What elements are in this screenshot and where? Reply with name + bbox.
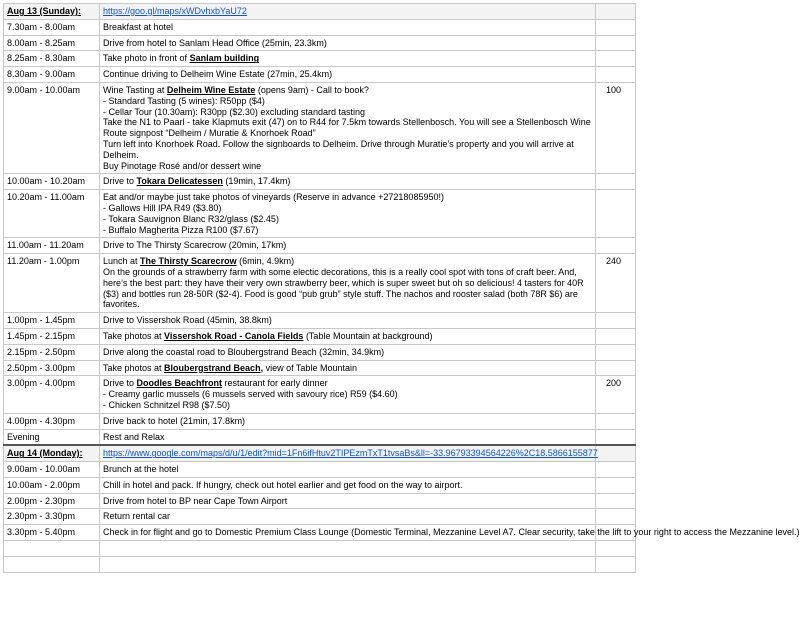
itinerary-row — [4, 429, 636, 445]
detail-line: - Gallows Hill IPA R49 ($3.80) — [103, 202, 222, 213]
amount-cell: 200 — [596, 376, 636, 413]
activity-text: Check in for flight and go to Domestic Premium Class Lounge (Domestic Terminal, Mezzanine Level A7. Clear security, take the lift to your right to access the Mezzanine level.) — [103, 527, 799, 538]
activity-text: Drive along the coastal road to Bloubergstrand Beach (32min, 34.9km) — [103, 346, 385, 357]
time-cell: 10.00am - 2.00pm — [4, 477, 100, 493]
activity-cell — [100, 19, 596, 35]
place-name: Delheim Wine Estate — [166, 84, 256, 95]
time-cell: 2.00pm - 2.30pm — [4, 493, 100, 509]
activity-text: Continue driving to Delheim Wine Estate (27min, 25.4km) — [103, 69, 333, 80]
day-label — [4, 4, 100, 20]
activity-cell — [100, 360, 596, 376]
place-name: Vissershok Road - Canola Fields — [164, 330, 304, 341]
amount-cell — [596, 360, 636, 376]
time-cell: 2.50pm - 3.00pm — [4, 360, 100, 376]
empty-cell — [596, 445, 636, 461]
empty-cell — [596, 4, 636, 20]
itinerary-row — [4, 328, 636, 344]
amount-cell — [596, 413, 636, 429]
activity-text: Chill in hotel and pack. If hungry, check out hotel earlier and get food on the way to airport. — [103, 479, 463, 490]
amount-cell — [596, 462, 636, 478]
activity-cell — [100, 376, 596, 413]
amount-cell — [596, 313, 636, 329]
activity-text: Drive to The Thirsty Scarecrow (20min, 17km) — [103, 240, 287, 251]
amount-cell — [596, 19, 636, 35]
time-cell: 8.30am - 9.00am — [4, 67, 100, 83]
map-link[interactable]: https://goo.gl/maps/xWDvhxbYaU72 — [103, 6, 247, 16]
day-label — [4, 445, 100, 461]
map-link-cell — [100, 445, 596, 461]
detail-line: - Chicken Schnitzel R98 ($7.50) — [103, 399, 231, 410]
activity-text: Drive back to hotel (21min, 17.8km) — [103, 415, 246, 426]
activity-text-suffix: (6min, 4.9km) — [236, 256, 295, 267]
map-link[interactable]: https://www.google.com/maps/d/u/1/edit?mid=1Fn6ifHtuv2TIPEzmTxT1tvsaBs&ll=-33.96793394564226%2C18.5866155877 — [103, 448, 598, 459]
activity-cell — [100, 413, 596, 429]
itinerary-row — [4, 313, 636, 329]
time-cell: 2.15pm - 2.50pm — [4, 344, 100, 360]
activity-text: Brunch at the hotel — [103, 464, 179, 475]
detail-line: Turn left into Knorhoek Road. Follow the signboards to Delheim. Drive through Muratie’s property and you will arrive at Delheim. — [103, 138, 574, 160]
detail-line: On the grounds of a strawberry farm with some electic decorations, this is a really cool spot with tons of craft beer. And, here’s the best part: they have their very own strawberry beer, which is super sweet but oh so delicious! 4 tasters for 40R ($3) and bottles run 28-50R ($2-4). Food is good “pub grub” style stuff. The nachos and rooster salad (both 78R $6) are favorites. — [103, 266, 584, 310]
time-cell: 3.30pm - 5.40pm — [4, 525, 100, 541]
amount-cell — [596, 429, 636, 445]
day-header-row — [4, 445, 636, 461]
amount-cell — [596, 493, 636, 509]
itinerary-row — [4, 190, 636, 238]
time-cell: 1.00pm - 1.45pm — [4, 313, 100, 329]
itinerary-row — [4, 238, 636, 254]
activity-text: Drive to — [103, 176, 137, 187]
detail-line: - Cellar Tour (10.30am): R30pp ($2.30) excluding standard tasting — [103, 106, 365, 117]
activity-cell — [100, 344, 596, 360]
place-name: Doodles Beachfront — [136, 378, 223, 389]
activity-text: Breakfast at hotel — [103, 21, 174, 32]
activity-text: Wine Tasting at — [103, 84, 167, 95]
itinerary-row — [4, 19, 636, 35]
activity-cell — [100, 190, 596, 238]
day-label-text: Aug 14 (Monday): — [7, 448, 83, 459]
detail-line: - Tokara Sauvignon Blanc R32/glass ($2.45) — [103, 213, 279, 224]
activity-cell — [100, 328, 596, 344]
activity-cell — [100, 35, 596, 51]
detail-line: - Standard Tasting (5 wines): R50pp ($4) — [103, 95, 265, 106]
activity-text: Drive to — [103, 378, 137, 389]
activity-text-suffix: (opens 9am) - Call to book? — [255, 84, 369, 95]
activity-cell — [100, 313, 596, 329]
time-cell: 10.00am - 10.20am — [4, 174, 100, 190]
activity-cell — [100, 67, 596, 83]
itinerary-row — [4, 174, 636, 190]
activity-text: Take photos at — [103, 330, 165, 341]
activity-cell — [100, 493, 596, 509]
map-link-cell — [100, 4, 596, 20]
itinerary-table — [3, 3, 799, 573]
itinerary-row — [4, 413, 636, 429]
amount-cell — [596, 174, 636, 190]
activity-cell — [100, 429, 596, 445]
empty-cell — [596, 556, 636, 572]
time-cell: 8.25am - 8.30am — [4, 51, 100, 67]
empty-cell — [4, 556, 100, 572]
empty-row — [4, 541, 636, 557]
amount-cell — [596, 477, 636, 493]
amount-cell: 240 — [596, 254, 636, 313]
amount-cell — [596, 67, 636, 83]
empty-cell — [100, 541, 596, 557]
activity-text-suffix: (19min, 17.4km) — [222, 176, 291, 187]
time-cell: 11.20am - 1.00pm — [4, 254, 100, 313]
activity-cell — [100, 82, 596, 173]
time-cell: 11.00am - 11.20am — [4, 238, 100, 254]
activity-text-suffix: view of Table Mountain — [263, 362, 357, 373]
detail-line: Take the N1 to Paarl - take Klapmuts exit (47) on to R44 for 7.5km towards Stellenbosch. You will see a Stellenbosch Wine Route signpost “Delheim / Muratie & Knorhoek Road” — [103, 117, 591, 139]
activity-text: Return rental car — [103, 511, 171, 522]
itinerary-row — [4, 35, 636, 51]
itinerary-row — [4, 67, 636, 83]
place-name: Bloubergstrand Beach, — [164, 362, 264, 373]
time-cell: 10.20am - 11.00am — [4, 190, 100, 238]
itinerary-row — [4, 254, 636, 313]
empty-row — [4, 556, 636, 572]
detail-line: - Creamy garlic mussels (6 mussels served with savoury rice) R59 ($4.60) — [103, 389, 398, 400]
activity-cell — [100, 174, 596, 190]
time-cell: 9.00am - 10.00am — [4, 82, 100, 173]
activity-text: Take photo in front of — [103, 53, 190, 64]
itinerary-row — [4, 360, 636, 376]
empty-cell — [596, 541, 636, 557]
amount-cell: 100 — [596, 82, 636, 173]
itinerary-row — [4, 51, 636, 67]
amount-cell — [596, 238, 636, 254]
itinerary-row — [4, 525, 636, 541]
activity-text-suffix: (Table Mountain at background) — [303, 330, 433, 341]
amount-cell — [596, 344, 636, 360]
activity-cell — [100, 525, 799, 541]
detail-line: - Buffalo Magherita Pizza R100 ($7.67) — [103, 224, 259, 235]
place-name: Tokara Delicatessen — [136, 176, 223, 187]
amount-cell — [596, 509, 636, 525]
detail-line: Buy Pinotage Rosé and/or dessert wine — [103, 160, 262, 171]
itinerary-row — [4, 82, 636, 173]
activity-cell — [100, 254, 596, 313]
time-cell: 3.00pm - 4.00pm — [4, 376, 100, 413]
time-cell: 8.00am - 8.25am — [4, 35, 100, 51]
place-name: Sanlam building — [189, 53, 260, 64]
activity-cell — [100, 477, 596, 493]
activity-text: Drive from hotel to Sanlam Head Office (25min, 23.3km) — [103, 37, 327, 48]
amount-cell — [596, 190, 636, 238]
activity-cell — [100, 509, 596, 525]
place-name: The Thirsty Scarecrow — [140, 256, 237, 267]
itinerary-row — [4, 376, 636, 413]
day-header-row — [4, 4, 636, 20]
time-cell: 7.30am - 8.00am — [4, 19, 100, 35]
time-cell: Evening — [4, 429, 100, 445]
amount-cell — [596, 35, 636, 51]
activity-text-suffix: restaurant for early dinner — [222, 378, 328, 389]
itinerary-row — [4, 462, 636, 478]
amount-cell — [596, 51, 636, 67]
time-cell: 1.45pm - 2.15pm — [4, 328, 100, 344]
time-cell: 9.00am - 10.00am — [4, 462, 100, 478]
empty-cell — [100, 556, 596, 572]
activity-text: Drive from hotel to BP near Cape Town Airport — [103, 495, 288, 506]
time-cell: 4.00pm - 4.30pm — [4, 413, 100, 429]
activity-text: Take photos at — [103, 362, 165, 373]
activity-text: Drive to Vissershok Road (45min, 38.8km) — [103, 315, 272, 326]
activity-cell — [100, 462, 596, 478]
itinerary-row — [4, 344, 636, 360]
amount-cell — [596, 328, 636, 344]
empty-cell — [4, 541, 100, 557]
itinerary-row — [4, 477, 636, 493]
activity-cell — [100, 51, 596, 67]
day-label-text: Aug 13 (Sunday): — [7, 6, 82, 16]
activity-cell — [100, 238, 596, 254]
itinerary-row — [4, 493, 636, 509]
time-cell: 2.30pm - 3.30pm — [4, 509, 100, 525]
itinerary-row — [4, 509, 636, 525]
activity-text: Rest and Relax — [103, 431, 165, 442]
activity-text: Eat and/or maybe just take photos of vineyards (Reserve in advance +27218085950!) — [103, 192, 444, 203]
activity-text: Lunch at — [103, 256, 141, 267]
